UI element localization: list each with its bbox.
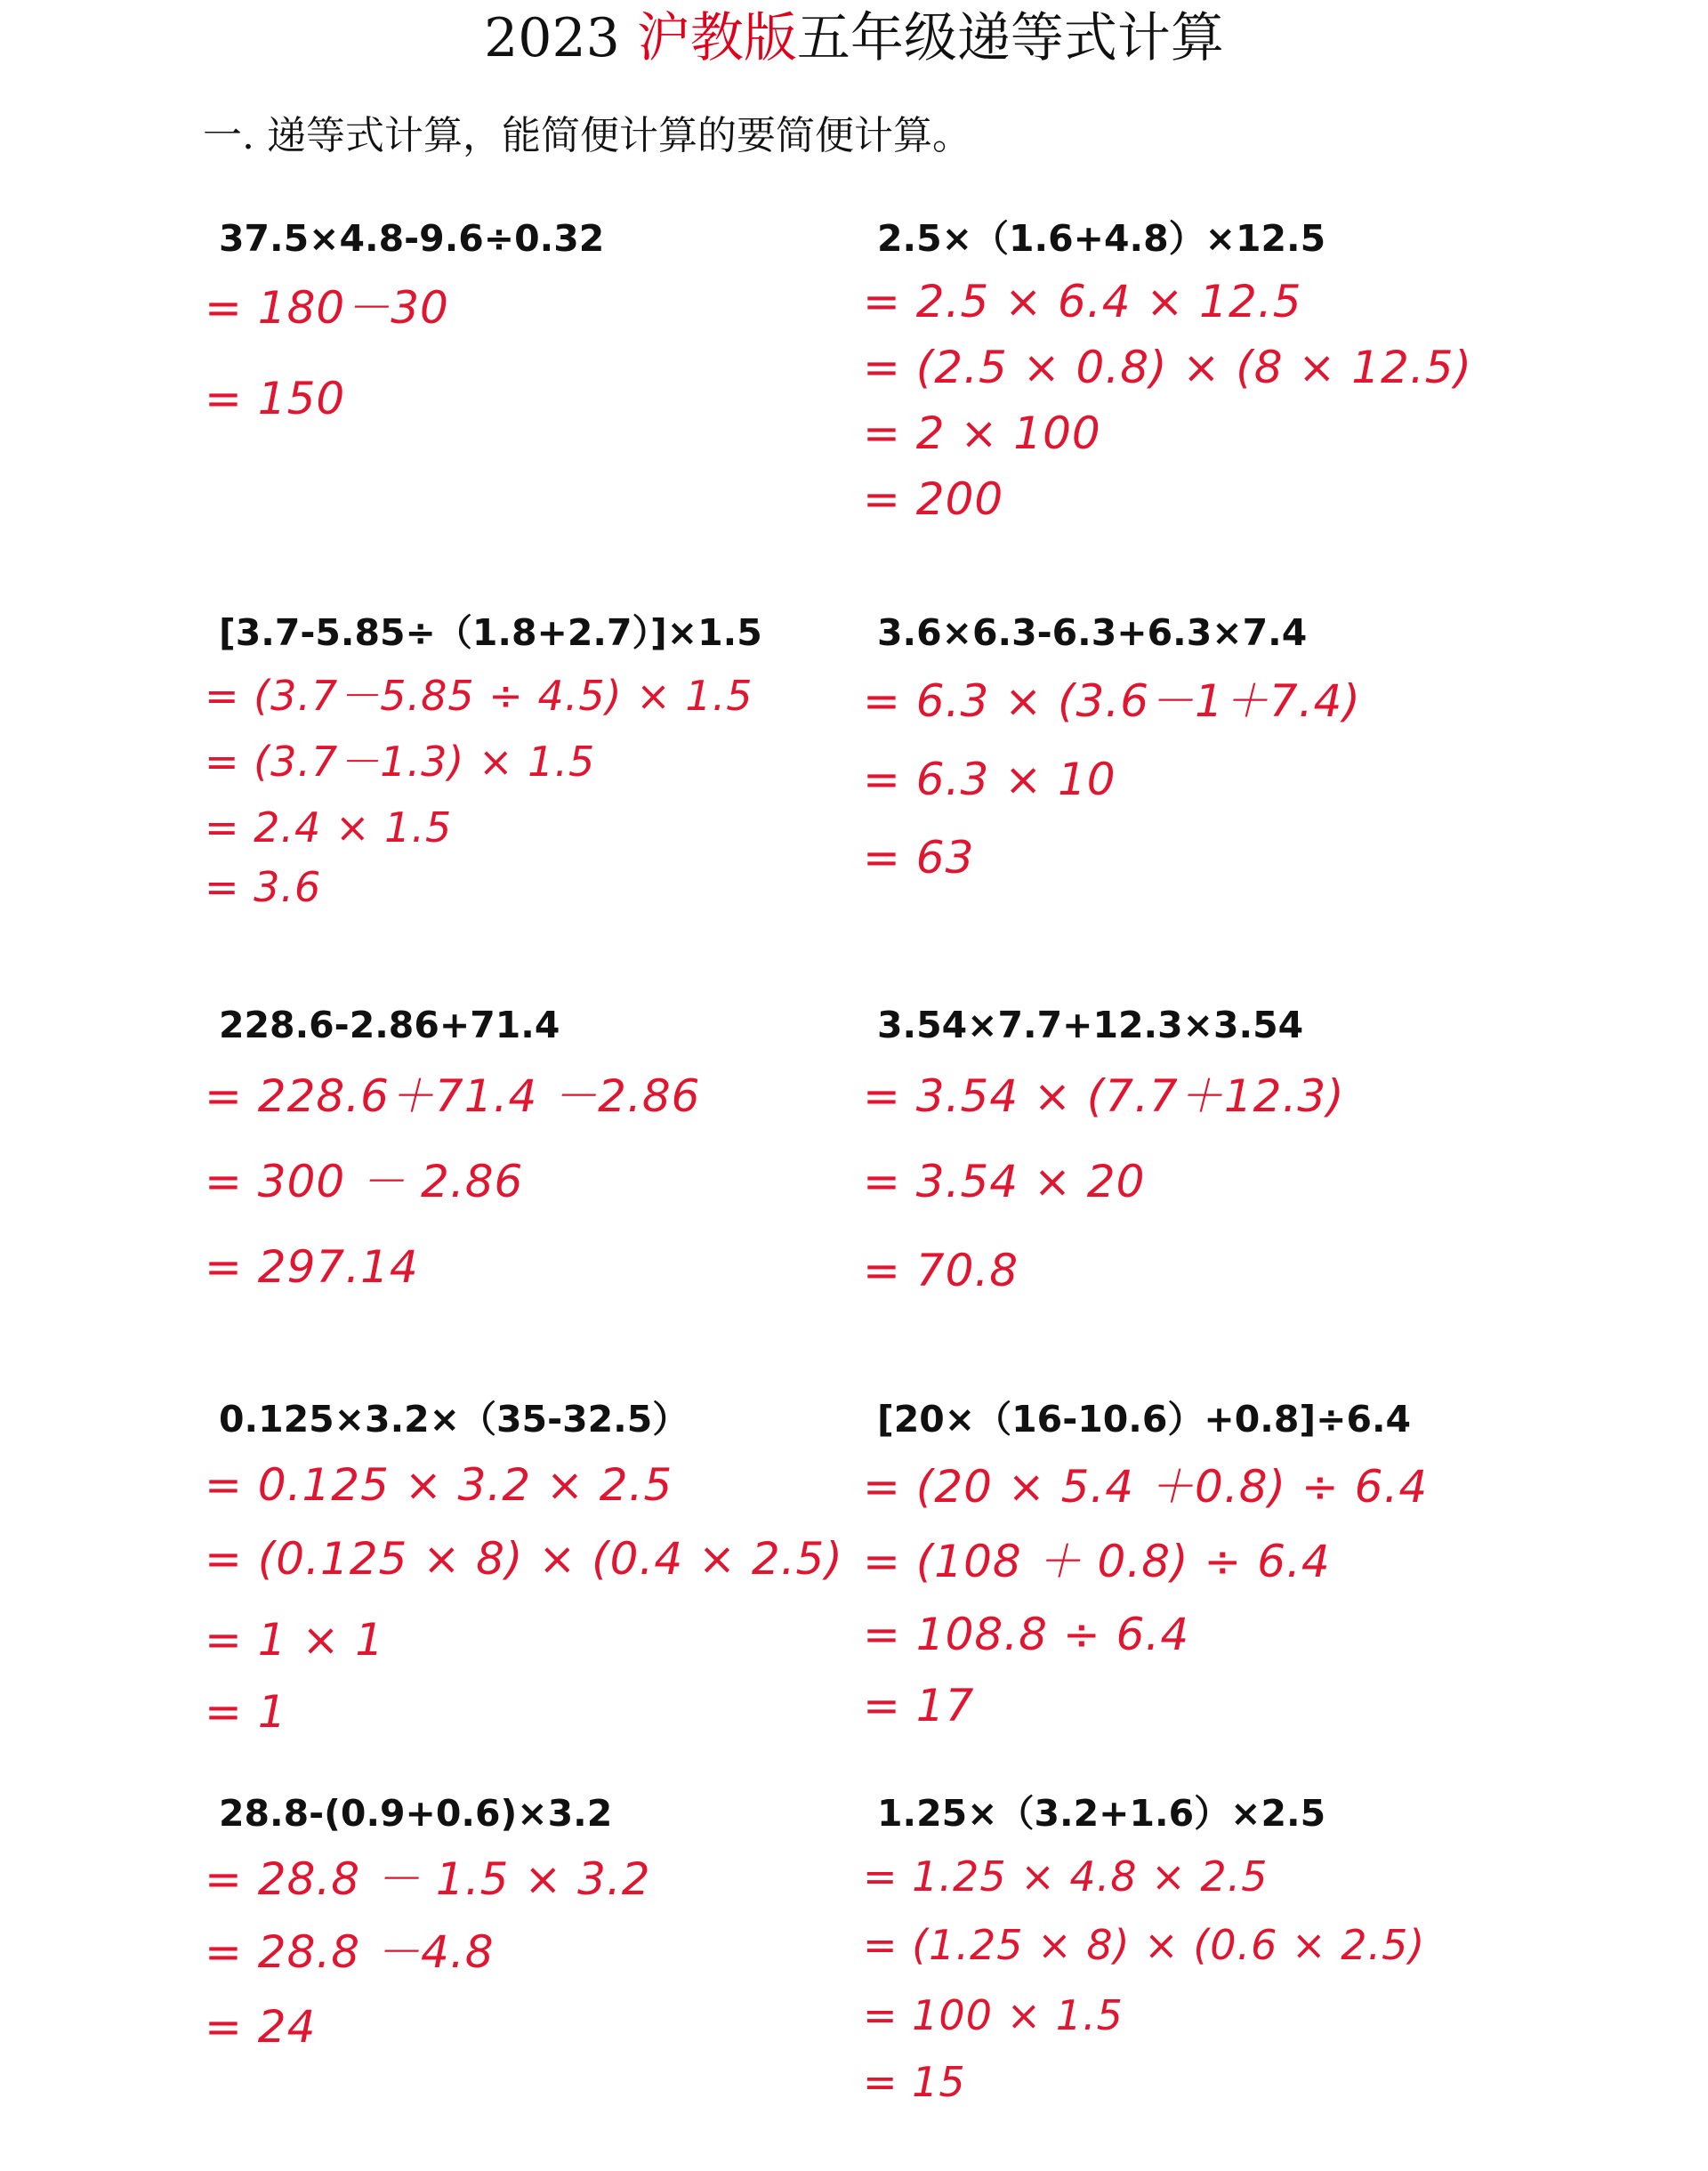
problem-expression: 3.54×7.7+12.3×3.54 bbox=[877, 1004, 1304, 1046]
solution-step: = 2.4 × 1.5 bbox=[205, 803, 453, 851]
solution-step: = 3.54 × (7.7＋12.3) bbox=[863, 1070, 1345, 1122]
solution-steps bbox=[205, 1055, 845, 1308]
problem-6 bbox=[863, 1000, 1503, 1383]
solution-step: = (108 ＋ 0.8) ÷ 6.4 bbox=[863, 1536, 1331, 1587]
solution-step: = (3.7－5.85 ÷ 4.5) × 1.5 bbox=[205, 672, 753, 720]
solution-steps bbox=[205, 663, 845, 914]
problem-expression: 28.8-(0.9+0.6)×3.2 bbox=[219, 1792, 613, 1835]
solution-step: = 70.8 bbox=[863, 1245, 1019, 1296]
problem-1 bbox=[205, 214, 845, 596]
problem-expression: 2.5×（1.6+4.8）×12.5 bbox=[877, 217, 1326, 260]
solution-step: = 100 × 1.5 bbox=[863, 1991, 1124, 2039]
solution-steps bbox=[863, 269, 1503, 532]
solution-step: = 28.8 － 1.5 × 3.2 bbox=[205, 1853, 651, 1905]
problem-expression: [20×（16-10.6）+0.8]÷6.4 bbox=[877, 1398, 1412, 1441]
solution-step: = 300 － 2.86 bbox=[205, 1156, 524, 1207]
problem-expression: 228.6-2.86+71.4 bbox=[219, 1004, 560, 1046]
solution-step: = 6.3 × (3.6－1＋7.4) bbox=[863, 675, 1361, 727]
page-title bbox=[0, 0, 1708, 77]
solution-step: = 200 bbox=[863, 473, 1004, 525]
solution-steps bbox=[863, 1844, 1503, 2114]
solution-step: = 2 × 100 bbox=[863, 408, 1101, 459]
title-rest: 五年级递等式计算 bbox=[796, 7, 1224, 69]
problem-7 bbox=[205, 1394, 845, 1777]
solution-step: = 17 bbox=[863, 1680, 975, 1731]
solution-step: = 180－30 bbox=[205, 282, 449, 334]
solution-step-blank bbox=[205, 347, 845, 361]
problem-8 bbox=[863, 1394, 1503, 1777]
solution-step: = (0.125 × 8) × (0.4 × 2.5) bbox=[205, 1533, 843, 1585]
problem-expression: [3.7-5.85÷（1.8+2.7）]×1.5 bbox=[219, 611, 762, 654]
solution-step: = 1 × 1 bbox=[205, 1614, 385, 1666]
solution-step: = 63 bbox=[863, 832, 975, 884]
solution-step: = (20 × 5.4 ＋0.8) ÷ 6.4 bbox=[863, 1461, 1429, 1513]
problem-expression: 1.25×（3.2+1.6）×2.5 bbox=[877, 1792, 1326, 1835]
solution-steps bbox=[205, 1449, 845, 1741]
solution-step: = 24 bbox=[205, 2001, 317, 2053]
title-year: 2023 bbox=[484, 7, 637, 69]
title-publisher: 沪教版 bbox=[636, 7, 797, 69]
solution-steps bbox=[863, 1055, 1503, 1315]
solution-step: = 15 bbox=[863, 2058, 966, 2106]
solution-steps bbox=[205, 269, 845, 436]
solution-step: = 28.8 －4.8 bbox=[205, 1926, 495, 1978]
solution-step: = 297.14 bbox=[205, 1241, 419, 1293]
solution-step: = 0.125 × 3.2 × 2.5 bbox=[205, 1459, 673, 1511]
problem-2 bbox=[863, 214, 1503, 596]
solution-step: = 6.3 × 10 bbox=[863, 754, 1116, 805]
problem-expression: 37.5×4.8-9.6÷0.32 bbox=[219, 217, 605, 260]
solution-steps bbox=[205, 1844, 845, 2064]
problem-4 bbox=[863, 608, 1503, 990]
problem-5 bbox=[205, 1000, 845, 1383]
solution-step: = 1.25 × 4.8 × 2.5 bbox=[863, 1852, 1269, 1901]
problem-expression: 0.125×3.2×（35-32.5） bbox=[219, 1398, 689, 1441]
problem-expression: 3.6×6.3-6.3+6.3×7.4 bbox=[877, 611, 1308, 654]
solution-step: = 108.8 ÷ 6.4 bbox=[863, 1609, 1190, 1660]
solution-step: = 2.5 × 6.4 × 12.5 bbox=[863, 276, 1302, 327]
problem-3 bbox=[205, 608, 845, 990]
problem-10 bbox=[863, 1788, 1503, 2135]
section-heading: 一. 递等式计算，能简便计算的要简便计算。 bbox=[203, 113, 971, 158]
solution-step: = (3.7－1.3) × 1.5 bbox=[205, 738, 596, 786]
solution-step: = (2.5 × 0.8) × (8 × 12.5) bbox=[863, 342, 1473, 393]
solution-step: = 150 bbox=[205, 373, 346, 424]
solution-step: = 3.54 × 20 bbox=[863, 1156, 1146, 1207]
solution-steps bbox=[863, 1449, 1503, 1741]
solution-step: = (1.25 × 8) × (0.6 × 2.5) bbox=[863, 1921, 1426, 1969]
solution-step: = 1 bbox=[205, 1686, 287, 1738]
solution-step: = 228.6＋71.4 －2.86 bbox=[205, 1070, 701, 1122]
solution-steps bbox=[863, 663, 1503, 896]
problem-9 bbox=[205, 1788, 845, 2171]
solution-step: = 3.6 bbox=[205, 863, 322, 911]
